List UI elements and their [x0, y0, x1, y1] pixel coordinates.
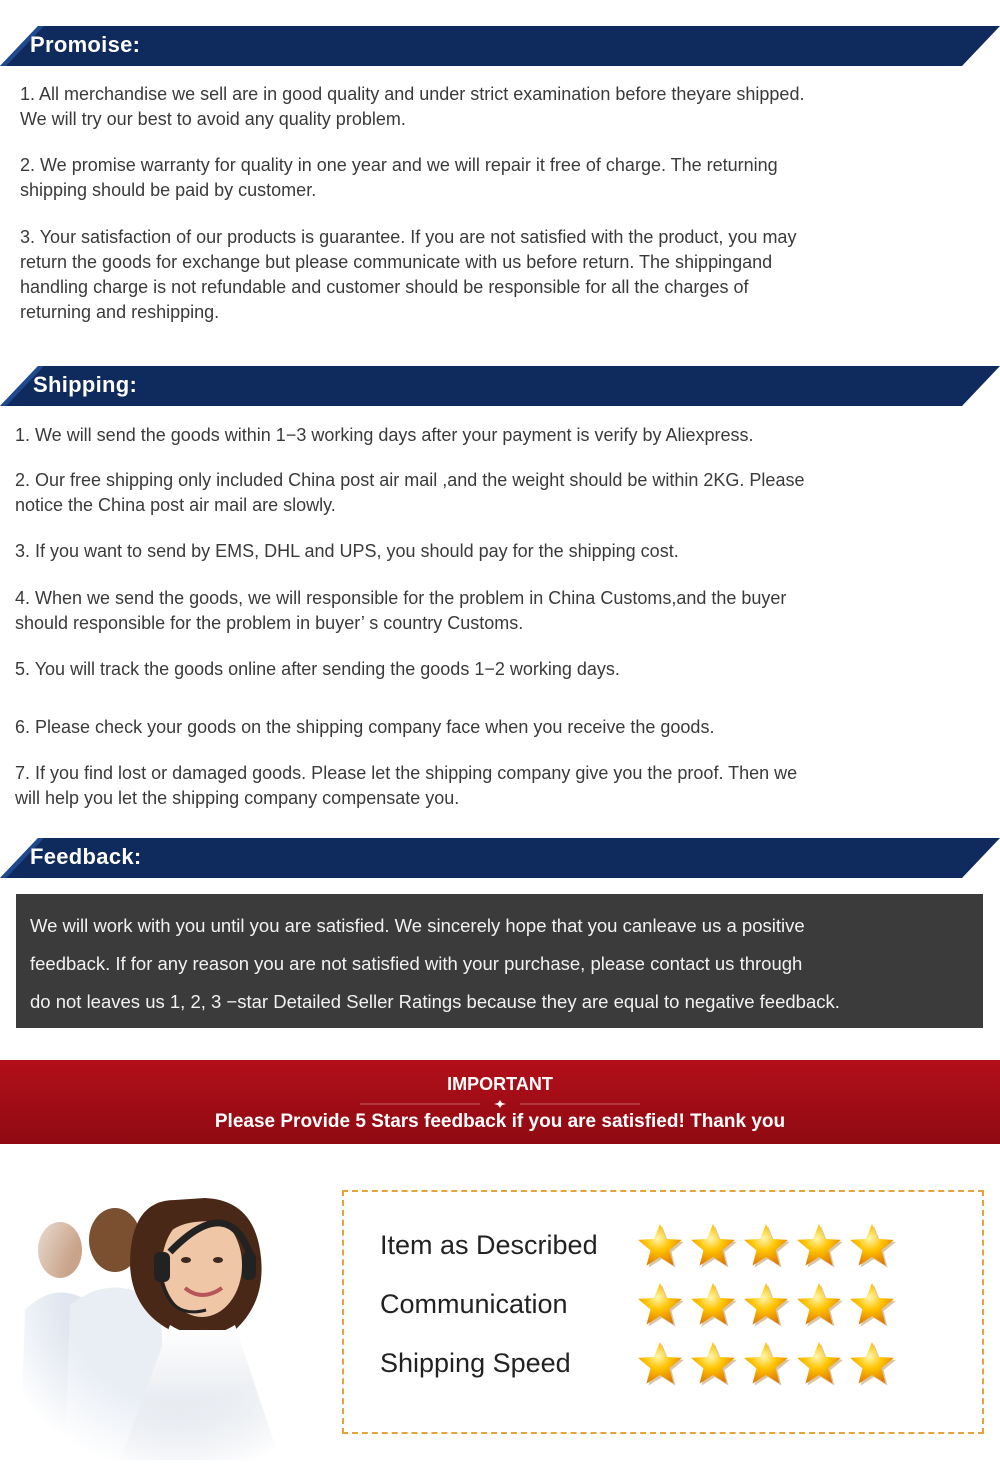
banner-shape-icon [0, 26, 1000, 66]
shipping-title: Shipping: [33, 372, 138, 397]
star-icon [742, 1281, 790, 1329]
important-subtitle: Please Provide 5 Stars feedback if you are satisfied! Thank you [214, 1111, 786, 1132]
shipping-paragraph-4: 4. When we send the goods, we will responsible for the problem in China Customs,and the buyer should responsible for the problem in buyer’ s country Customs. [15, 588, 787, 633]
important-bar [0, 1060, 1000, 1144]
shipping-banner [0, 366, 1000, 406]
star-icon [636, 1222, 684, 1270]
customer-service-team-icon [20, 1160, 340, 1460]
banner-shape-icon [0, 838, 1000, 878]
feedback-line-2: feedback. If for any reason you are not satisfied with your purchase, please contact us through [30, 953, 803, 974]
shipping-paragraph-1: 1. We will send the goods within 1−3 working days after your payment is verify by Aliexpress. [15, 425, 754, 445]
rating-label: Communication [380, 1289, 568, 1319]
star-icon [742, 1340, 790, 1388]
shipping-paragraph-6: 6. Please check your goods on the shipping company face when you receive the goods. [15, 717, 715, 737]
star-icon [689, 1281, 737, 1329]
promise-banner [0, 26, 1000, 66]
promise-paragraph-1: 1. All merchandise we sell are in good quality and under strict examination before theyare shipped. We will try our best to avoid any quality problem. [20, 84, 805, 129]
rating-row-item-described [380, 1222, 980, 1272]
feedback-banner [0, 838, 1000, 878]
shipping-paragraph-5: 5. You will track the goods online after sending the goods 1−2 working days. [15, 659, 620, 679]
feedback-title: Feedback: [30, 844, 142, 869]
shipping-paragraph-3: 3. If you want to send by EMS, DHL and UPS, you should pay for the shipping cost. [15, 541, 679, 561]
star-icon [689, 1222, 737, 1270]
promise-paragraph-2: 2. We promise warranty for quality in one year and we will repair it free of charge. The returning shipping should be paid by customer. [20, 155, 778, 200]
ratings-box [342, 1190, 984, 1434]
feedback-line-1: We will work with you until you are satisfied. We sincerely hope that you canleave us a positive [30, 915, 805, 936]
star-icon [848, 1340, 896, 1388]
important-title: IMPORTANT [447, 1074, 553, 1094]
promise-title: Promoise: [30, 32, 141, 57]
promise-paragraph-3: 3. Your satisfaction of our products is guarantee. If you are not satisfied with the product, you may return the goods for exchange but please communicate with us before return. The shippingand handling charge is not refundable and customer should be responsible for all the charges of returning and reshipping. [20, 227, 797, 322]
star-icon [636, 1340, 684, 1388]
star-icon [848, 1281, 896, 1329]
rating-label: Item as Described [380, 1230, 598, 1260]
rating-row-shipping-speed [380, 1340, 980, 1390]
star-icon [795, 1281, 843, 1329]
shipping-paragraph-7: 7. If you find lost or damaged goods. Please let the shipping company give you the proof. Then we will help you let the shipping company compensate you. [15, 763, 798, 808]
banner-shape-icon [0, 366, 1000, 406]
rating-row-communication [380, 1281, 980, 1331]
shipping-paragraph-2: 2. Our free shipping only included China post air mail ,and the weight should be within 2KG. Please notice the China post air mail are slowly. [15, 470, 805, 515]
star-icon [636, 1281, 684, 1329]
star-icon [795, 1222, 843, 1270]
rating-label: Shipping Speed [380, 1348, 571, 1378]
feedback-line-3: do not leaves us 1, 2, 3 −star Detailed Seller Ratings because they are equal to negative feedback. [30, 991, 840, 1012]
feedback-box [16, 894, 983, 1028]
star-icon [742, 1222, 790, 1270]
star-icon [689, 1340, 737, 1388]
sparkle-divider-icon [0, 1100, 1000, 1108]
star-icon [848, 1222, 896, 1270]
star-icon [795, 1340, 843, 1388]
